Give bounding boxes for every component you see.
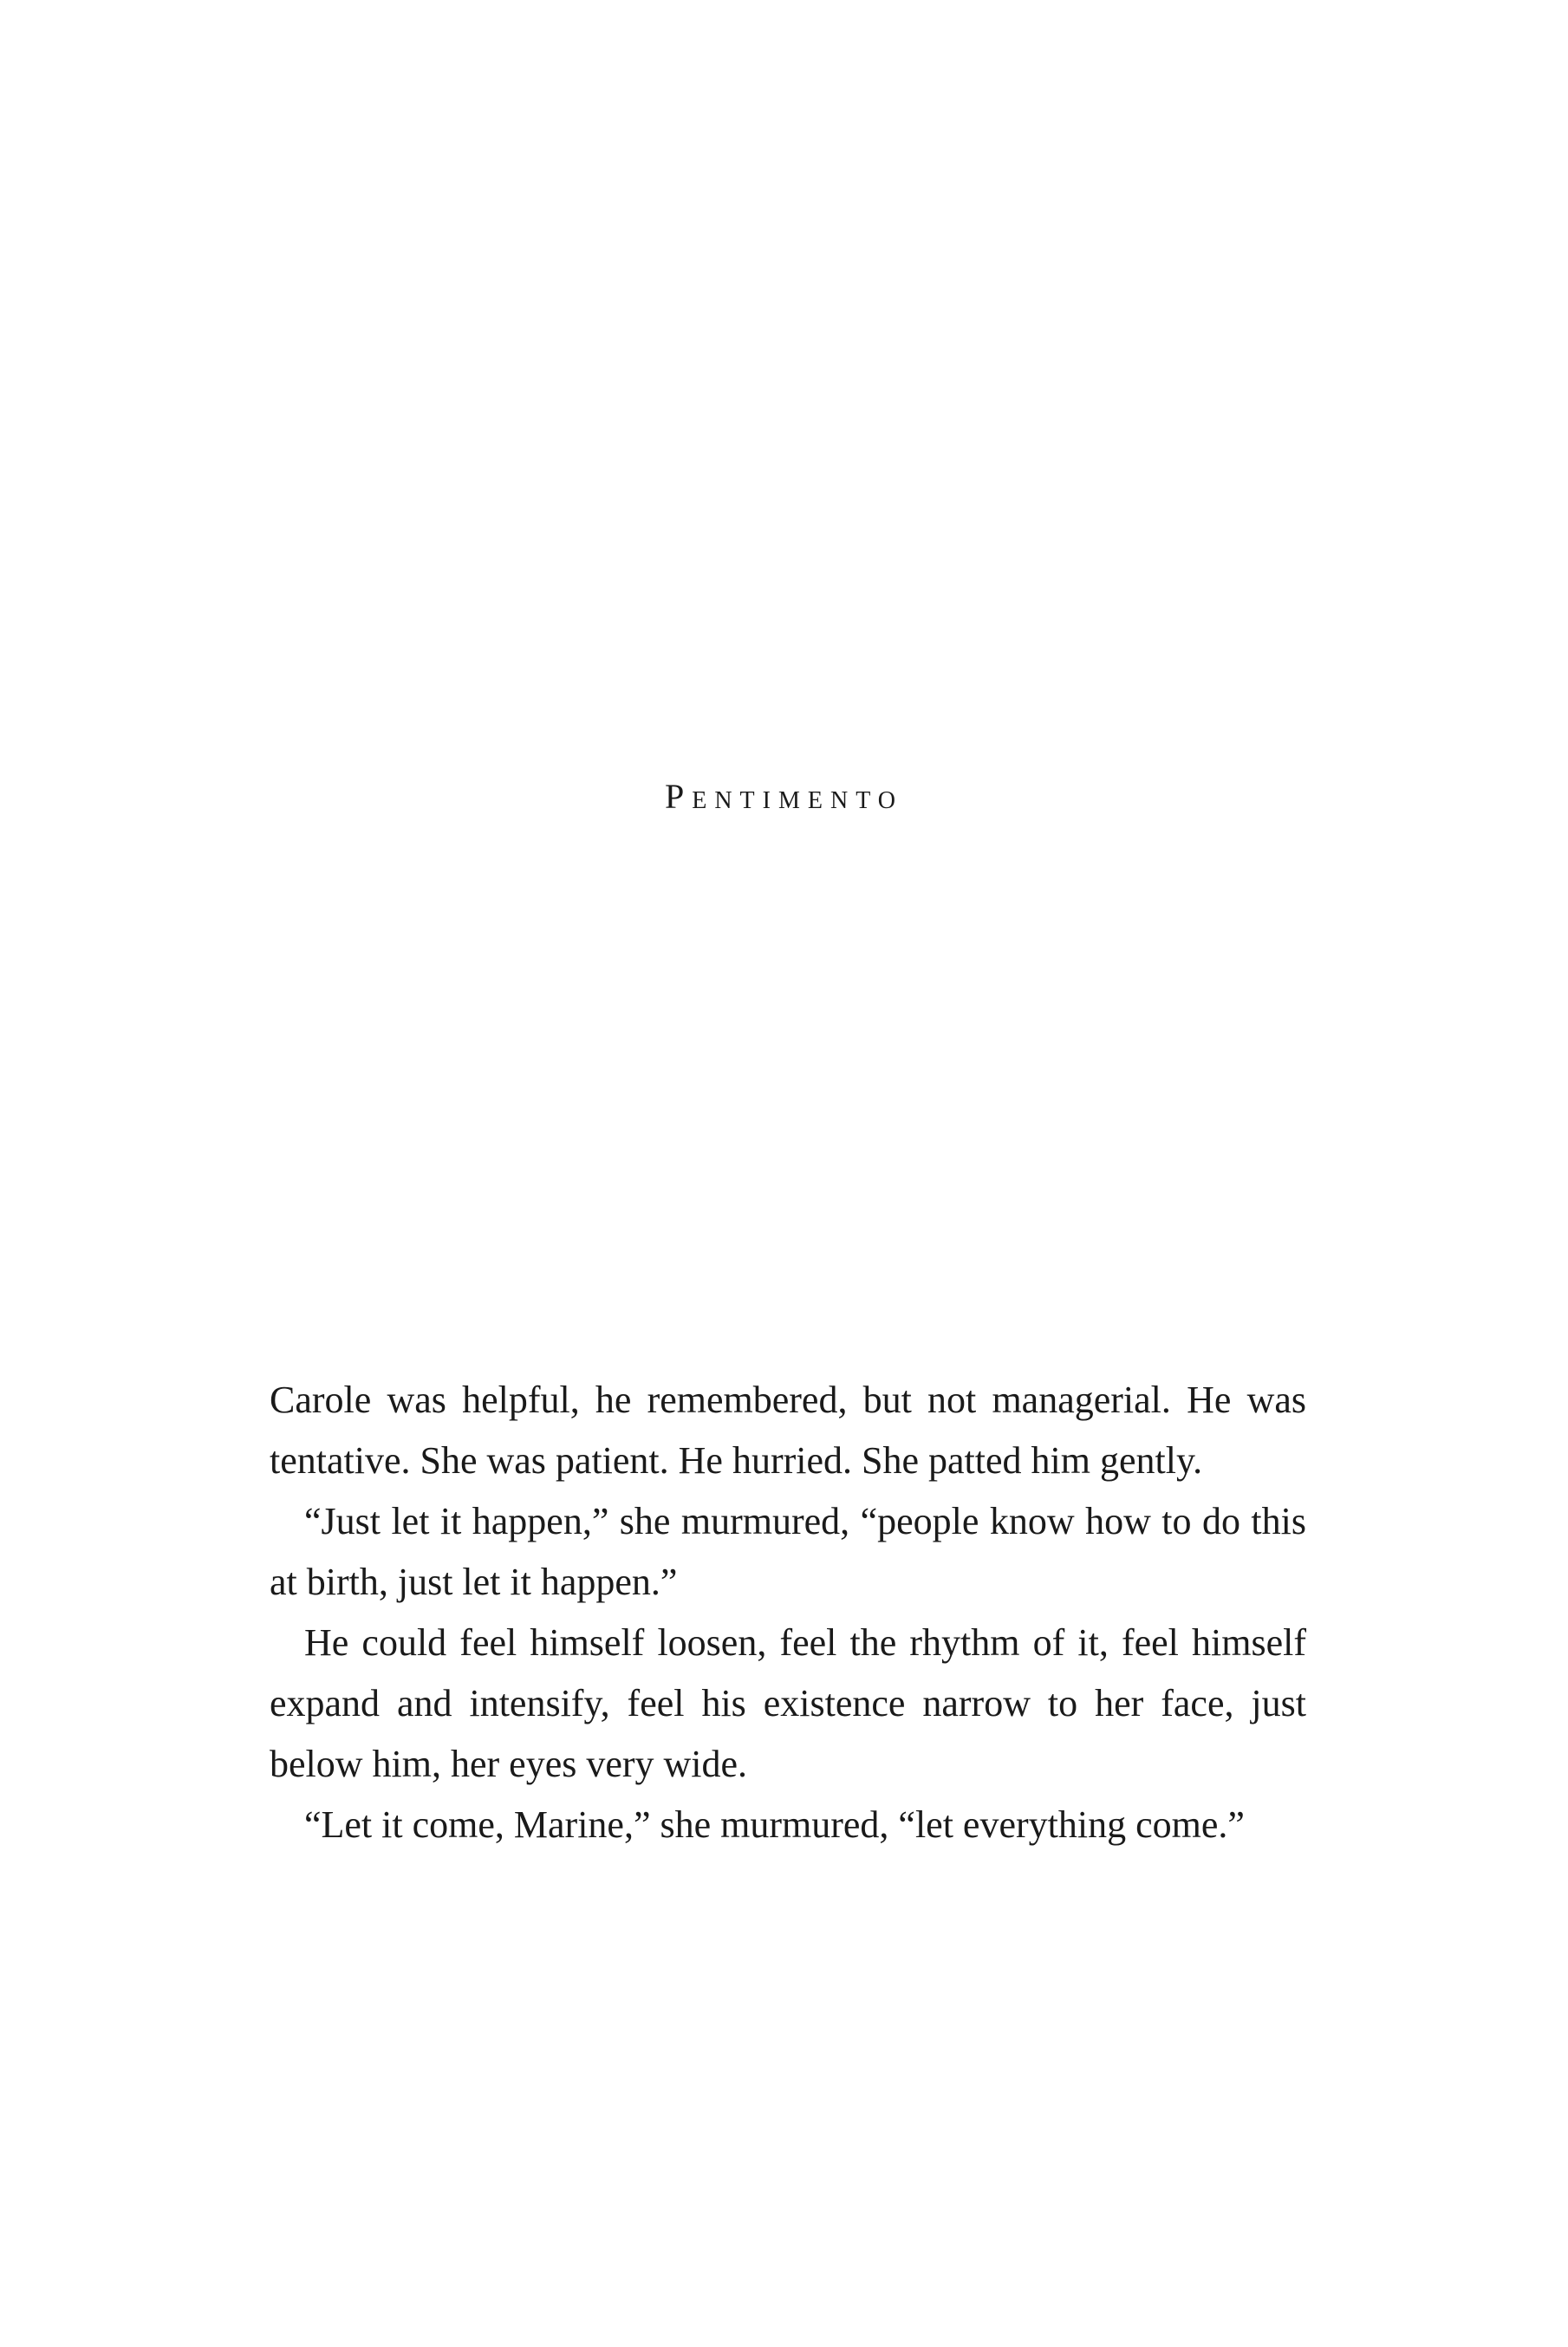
- body-text: [270, 1370, 1306, 1855]
- paragraph: Carole was helpful, he remembered, but not managerial. He was tentative. She was patient. He hurried. She patted him gently.: [270, 1379, 1306, 1482]
- paragraph: “Just let it happen,” she murmured, “people know how to do this at birth, just let it happen.”: [270, 1500, 1306, 1603]
- paragraph: “Let it come, Marine,” she murmured, “let everything come.”: [304, 1803, 1245, 1846]
- paragraph: He could feel himself loosen, feel the rhythm of it, feel himself expand and intensify, feel his existence narrow to her face, just below him, her eyes very wide.: [270, 1621, 1306, 1785]
- chapter-title: Pentimento: [664, 777, 904, 816]
